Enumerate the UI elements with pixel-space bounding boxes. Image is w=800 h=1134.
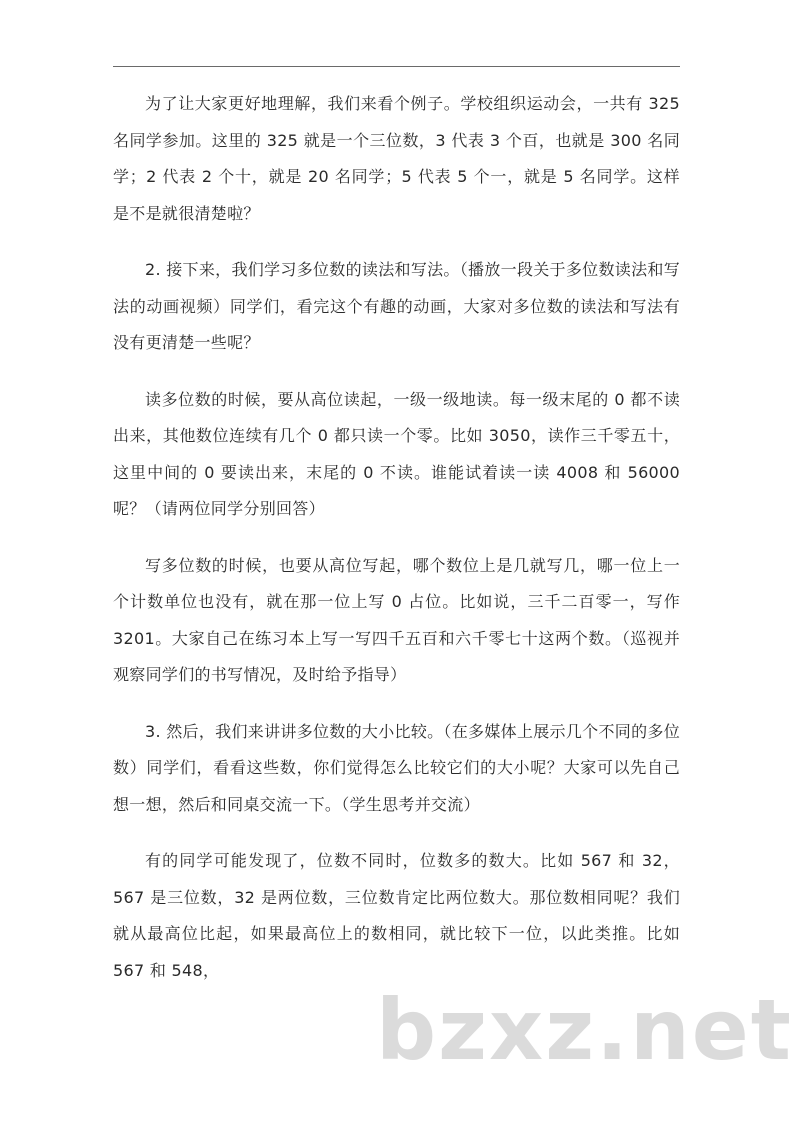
watermark-logo: bzxz.net [376,981,793,1079]
document-body [113,86,680,989]
paragraph-reading-rules: 读多位数的时候，要从高位读起，一级一级地读。每一级末尾的 0 都不读出来，其他数位连续有几个 0 都只读一个零。比如 3050，读作三千零五十，这里中间的 0 要读出来，末尾的 0 不读。谁能试着读一读 4008 和 56000 呢？（请两位同学分别回答） [113,389,680,518]
paragraph-section-2: 2. 接下来，我们学习多位数的读法和写法。（播放一段关于多位数读法和写法的动画视频）同学们，看完这个有趣的动画，大家对多位数的读法和写法有没有更清楚一些呢？ [113,260,680,352]
header-rule [113,66,680,67]
paragraph-example: 为了让大家更好地理解，我们来看个例子。学校组织运动会，一共有 325 名同学参加。这里的 325 就是一个三位数，3 代表 3 个百，也就是 300 名同学；2 代表 2 个十，就是 20 名同学；5 代表 5 个一，就是 5 名同学。这样是不是就很清楚啦？ [113,94,680,223]
paragraph-writing-rules: 写多位数的时候，也要从高位写起，哪个数位上是几就写几，哪一位上一个计数单位也没有，就在那一位上写 0 占位。比如说，三千二百零一，写作 3201。大家自己在练习本上写一写四千五百和六千零七十这两个数。（巡视并观察同学们的书写情况，及时给予指导） [113,555,680,684]
paragraph-section-3: 3. 然后，我们来讲讲多位数的大小比较。（在多媒体上展示几个不同的多位数）同学们，看看这些数，你们觉得怎么比较它们的大小呢？大家可以先自己想一想，然后和同桌交流一下。（学生思考并交流） [113,721,680,814]
paragraph-comparison: 有的同学可能发现了，位数不同时，位数多的数大。比如 567 和 32，567 是三位数，32 是两位数，三位数肯定比两位数大。那位数相同呢？我们就从最高位比起，如果最高位上的数相同，就比较下一位，以此类推。比如 567 和 548， [113,851,680,980]
